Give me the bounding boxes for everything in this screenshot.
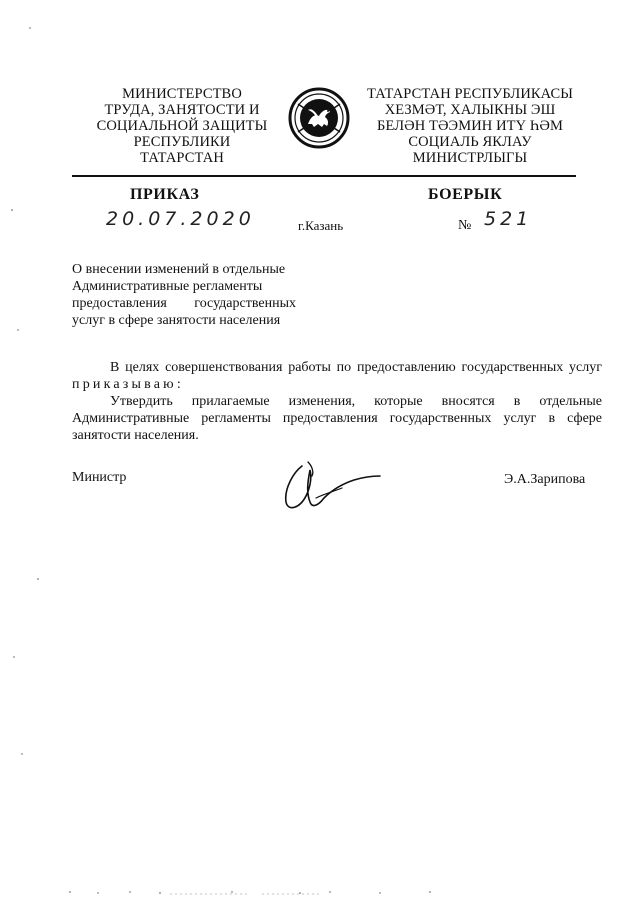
header-tt-line: ТАТАРСТАН РЕСПУБЛИКАСЫ: [366, 86, 574, 102]
header-ru-line: ТРУДА, ЗАНЯТОСТИ И: [104, 102, 260, 118]
body-text: В целях совершенствования работы по предоставлению государственных: [110, 360, 564, 375]
body-text: услуг: [569, 360, 602, 375]
order-number: 521: [484, 208, 533, 230]
order-city: г.Казань: [298, 218, 344, 233]
order-date: 20.07.2020: [106, 208, 255, 230]
header-tt-line: ХЕЗМӘТ, ХАЛЫКНЫ ЭШ: [384, 102, 556, 118]
order-type-tt: БОЕРЫК: [428, 186, 503, 203]
subject-line: услуг в сфере занятости населения: [72, 313, 281, 328]
order-type-ru: ПРИКАЗ: [130, 186, 200, 203]
header-ru-line: СОЦИАЛЬНОЙ ЗАЩИТЫ: [96, 118, 268, 134]
body-order-word: приказываю:: [72, 377, 184, 392]
signatory-name: Э.А.Зарипова: [504, 472, 586, 487]
header-ru-line: РЕСПУБЛИКИ: [133, 134, 231, 150]
header-tt-line: СОЦИАЛЬ ЯКЛАУ: [408, 134, 532, 150]
signatory-position: Министр: [72, 470, 127, 485]
order-number-label: №: [458, 218, 472, 233]
header-tt-line: БЕЛӘН ТӘЭМИН ИТҮ ҺӘМ: [377, 118, 563, 134]
subject-line: О внесении изменений в отдельные: [72, 262, 286, 277]
subject-word: государственных: [194, 296, 296, 311]
header-ru-line: МИНИСТЕРСТВО: [122, 86, 242, 102]
header-ru-line: ТАТАРСТАН: [140, 150, 224, 166]
subject-word: предоставления: [72, 296, 167, 311]
subject-line: Административные регламенты: [72, 279, 263, 294]
header-tt-line: МИНИСТРЛЫГЫ: [412, 150, 528, 166]
body-paragraph: Утвердить прилагаемые изменения, которые вносятся в отдельные Административные регламенты предоставления государственных услуг в сфере занятости населения.: [72, 394, 602, 443]
